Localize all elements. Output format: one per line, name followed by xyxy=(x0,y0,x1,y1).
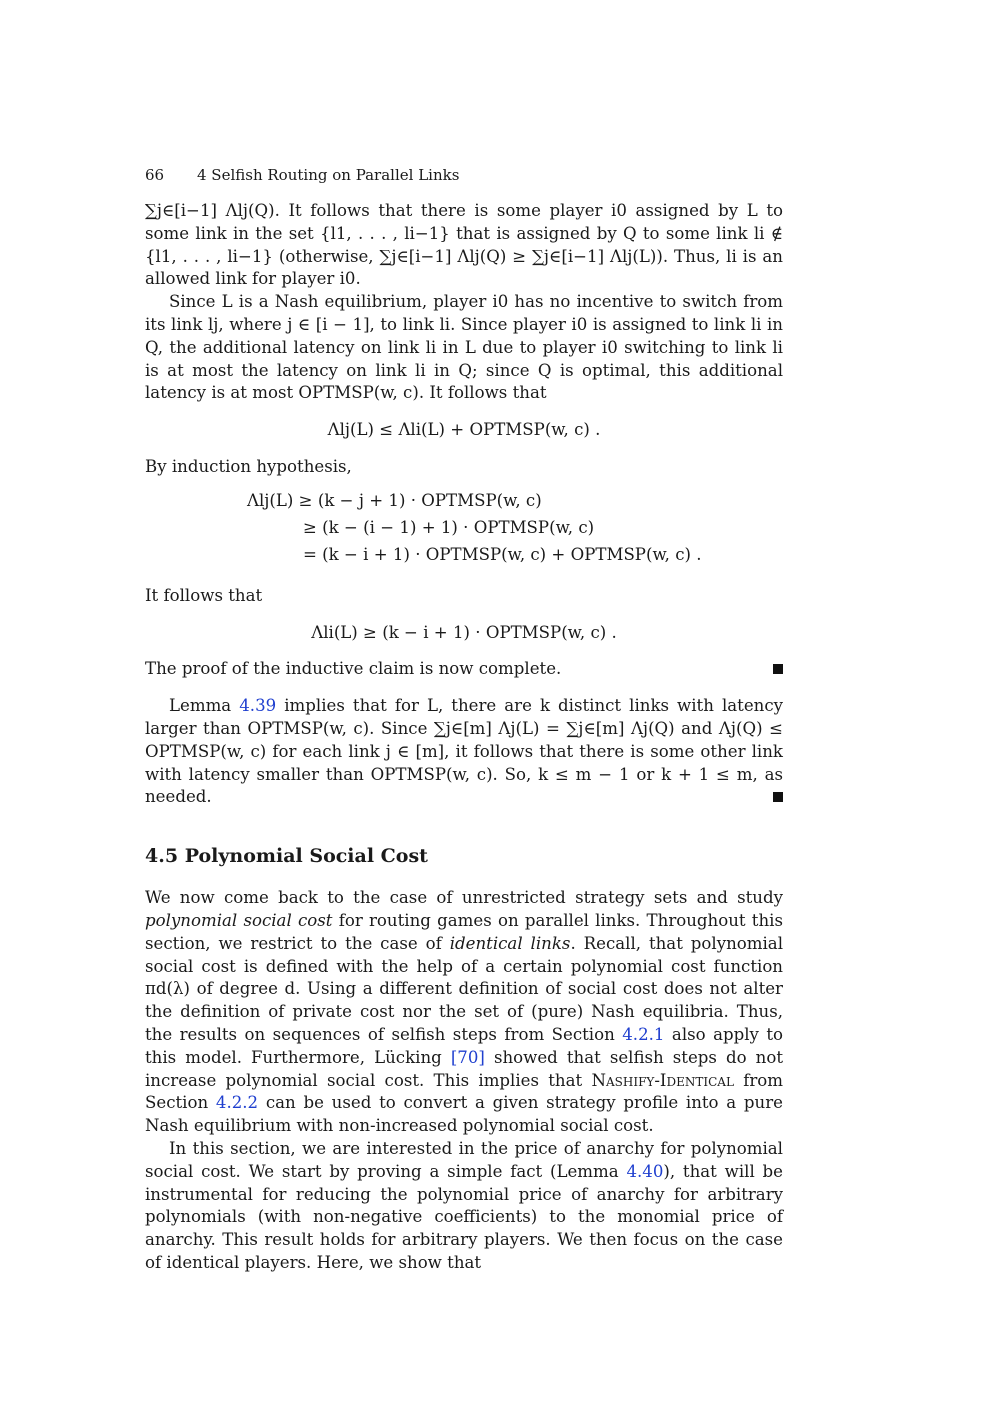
p7-emphasis-2: identical links xyxy=(449,933,571,953)
p7-text-a: We now come back to the case of unrestricted strategy sets and study xyxy=(145,888,783,908)
section-number: 4.5 xyxy=(145,845,179,868)
p6-text-b: implies that for L, there are k distinct links with latency larger than OPTMSP(w, c). Since ∑j∈[m] Λj(L) = ∑j∈[m] Λj(Q) and Λj(Q) ≤ OPTMSP(w, c) for each link j ∈ [m], it follows that there is some other link with latency smaller than OPTMSP(w, c). So, k ≤ m − 1 or k + 1 ≤ m, as needed. xyxy=(145,696,783,807)
p7-text-d: also apply to this model. Furthermore, Lücking xyxy=(145,1024,783,1067)
p7-text-c: . Recall, that polynomial social cost is defined with the help of a certain polynomial cost function πd(λ) of degree d. Using a different definition of social cost does not alter the definition of private cost nor the set of (pure) Nash equilibria. Thus, the results on sequences of selfish steps from Section xyxy=(145,933,784,1044)
qed-box-icon xyxy=(773,792,783,802)
p8-text-b: ), that will be instrumental for reducing the polynomial price of anarchy for arbitrary polynomials (with non-negative coefficients) to the monomial price of anarchy. This result holds for arbitrary players. We then focus on the case of identical players. Here, we show that xyxy=(145,1161,783,1272)
running-title: 4 Selfish Routing on Parallel Links xyxy=(197,166,460,184)
section-ref-link-1[interactable]: 4.2.1 xyxy=(622,1024,665,1044)
p7-text-b: for routing games on parallel links. Throughout this section, we restrict to the case of xyxy=(145,910,783,953)
paragraph-1: ∑j∈[i−1] Λlj(Q). It follows that there is some player i0 assigned by L to some link in the set {l1, . . . , li−1} that is assigned by Q to some link li ∉ {l1, . . . , li−1} (otherwise, ∑j∈[i−1] Λlj(Q) ≥ ∑j∈[i−1] Λlj(L)). Thus, li is an allowed link for player i0. xyxy=(145,201,783,289)
equation-2-line-1: Λlj(L) ≥ (k − j + 1) · OPTMSP(w, c) xyxy=(247,490,542,510)
paragraph-2: Since L is a Nash equilibrium, player i0 has no incentive to switch from its link lj, where j ∈ [i − 1], to link li. Since player i0 is assigned to link li in Q, the additional latency on link li in L due to player i0 switching to link li is at most the latency on link li in Q; since Q is optimal, this additional latency is at most OPTMSP(w, c). It follows that xyxy=(145,292,783,403)
equation-2-line-2: ≥ (k − (i − 1) + 1) · OPTMSP(w, c) xyxy=(303,517,595,537)
p7-text-f: from Section xyxy=(145,1070,783,1113)
lemma-ref-link[interactable]: 4.39 xyxy=(239,696,277,716)
citation-link[interactable]: [70] xyxy=(450,1047,485,1067)
paragraph-6 xyxy=(145,695,783,809)
p7-emphasis-1: polynomial social cost xyxy=(145,910,333,930)
p7-text-e: showed that selfish steps do not increase polynomial social cost. This implies that xyxy=(145,1047,784,1090)
paragraph-3: By induction hypothesis, xyxy=(145,456,352,476)
paragraph-5 xyxy=(145,658,783,681)
qed-box-icon xyxy=(773,664,783,674)
paragraph-4: It follows that xyxy=(145,585,263,605)
section-heading xyxy=(145,845,783,867)
page-body xyxy=(145,160,783,1275)
page-number: 66 xyxy=(145,166,165,184)
paragraph-5-text: The proof of the inductive claim is now complete. xyxy=(145,659,562,679)
p8-text-a: In this section, we are interested in the price of anarchy for polynomial social cost. We start by proving a simple fact (Lemma xyxy=(145,1138,783,1181)
algorithm-name: Nashify-Identical xyxy=(591,1070,734,1090)
paragraph-8 xyxy=(145,1138,783,1275)
lemma-ref-link-2[interactable]: 4.40 xyxy=(626,1161,664,1181)
equation-2-line-3: = (k − i + 1) · OPTMSP(w, c) + OPTMSP(w, c) . xyxy=(303,544,702,564)
p7-text-g: can be used to convert a given strategy profile into a pure Nash equilibrium with non-increased polynomial social cost. xyxy=(145,1093,783,1136)
p6-text-a: Lemma xyxy=(169,696,232,716)
section-ref-link-2[interactable]: 4.2.2 xyxy=(215,1093,259,1113)
equation-2 xyxy=(145,491,783,577)
equation-3: Λli(L) ≥ (k − i + 1) · OPTMSP(w, c) . xyxy=(311,622,617,642)
equation-1: Λlj(L) ≤ Λli(L) + OPTMSP(w, c) . xyxy=(327,420,601,440)
paragraph-7 xyxy=(145,887,783,1138)
section-title: Polynomial Social Cost xyxy=(184,845,428,868)
